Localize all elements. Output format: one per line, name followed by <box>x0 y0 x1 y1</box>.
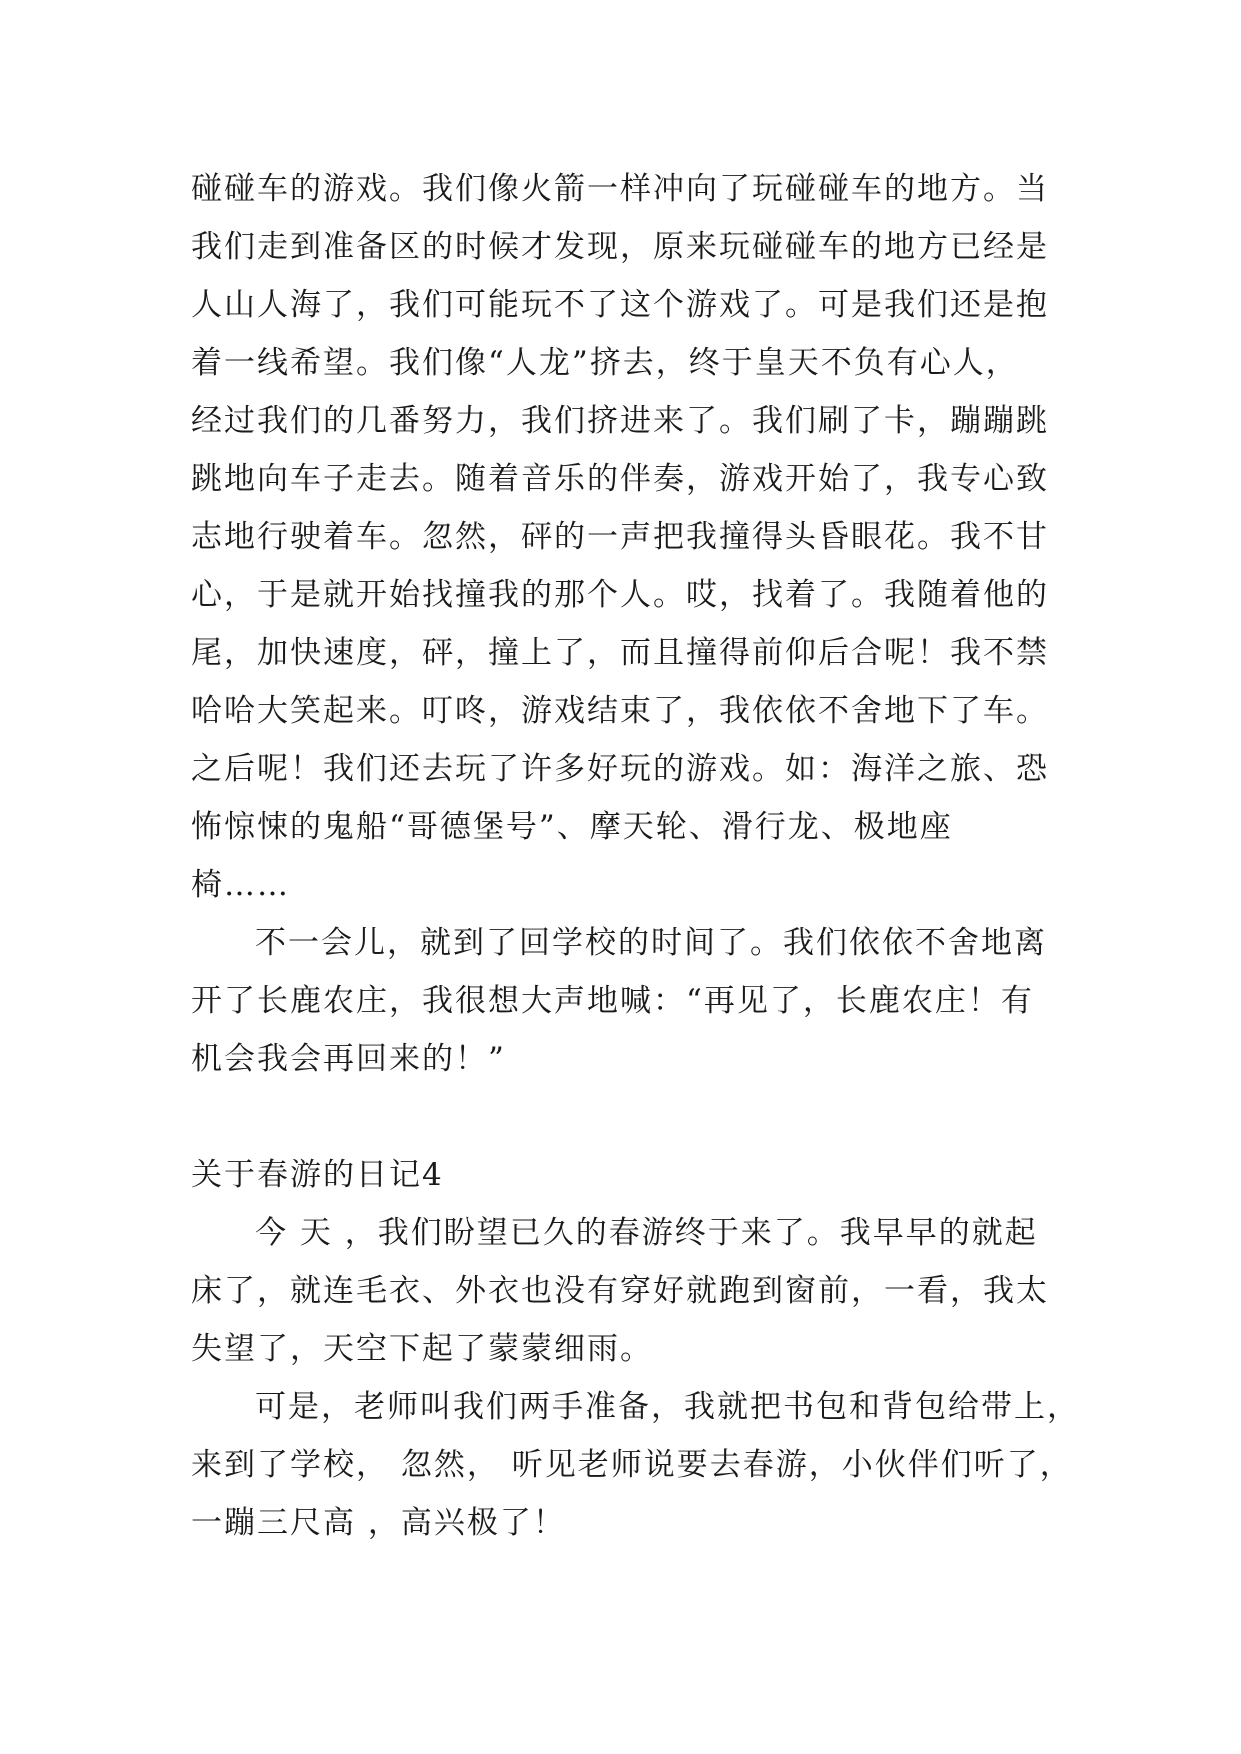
text-line: 来到了学校， 忽然， 听见老师说要去春游，小伙伴们听了， <box>191 1447 1073 1483</box>
text-line: 椅…… <box>191 867 290 903</box>
text-line: 之后呢！我们还去玩了许多好玩的游戏。如：海洋之旅、恐 <box>191 751 1049 787</box>
text-line: 我们走到准备区的时候才发现，原来玩碰碰车的地方已经是 <box>191 229 1049 265</box>
text-line: 怖惊悚的鬼船“哥德堡号”、摩天轮、滑行龙、极地座 <box>191 809 953 845</box>
text-line: 失望了，天空下起了蒙蒙细雨。 <box>191 1331 653 1367</box>
text-line: 志地行驶着车。忽然，砰的一声把我撞得头昏眼花。我不甘 <box>191 519 1049 555</box>
diary-heading-wrapper <box>191 1146 1071 1204</box>
diary-paragraph-1 <box>191 1204 1071 1378</box>
diary-paragraph-2 <box>191 1378 1080 1552</box>
document-body <box>191 160 1080 1552</box>
text-line: 可是，老师叫我们两手准备，我就把书包和背包给带上， <box>255 1389 1080 1425</box>
text-line: 碰碰车的游戏。我们像火箭一样冲向了玩碰碰车的地方。当 <box>191 171 1049 207</box>
text-line: 心，于是就开始找撞我的那个人。哎，找着了。我随着他的 <box>191 577 1049 613</box>
text-line: 经过我们的几番努力，我们挤进来了。我们刷了卡，蹦蹦跳 <box>191 403 1049 439</box>
text-line: 一蹦三尺高 ，高兴极了！ <box>191 1505 566 1541</box>
text-line: 着一线希望。我们像“人龙”挤去，终于皇天不负有心人， <box>191 345 1019 381</box>
text-line: 机会我会再回来的！” <box>191 1041 506 1077</box>
text-line: 床了，就连毛衣、外衣也没有穿好就跑到窗前，一看，我太 <box>191 1273 1049 1309</box>
text-line: 开了长鹿农庄，我很想大声地喊：“再见了，长鹿农庄！有 <box>191 983 1034 1019</box>
text-line: 尾，加快速度，砰，撞上了，而且撞得前仰后合呢！我不禁 <box>191 635 1049 671</box>
paragraph-closing <box>191 914 1071 1088</box>
text-line: 人山人海了，我们可能玩不了这个游戏了。可是我们还是抱 <box>191 287 1049 323</box>
text-line: 哈哈大笑起来。叮咚，游戏结束了，我依依不舍地下了车。 <box>191 693 1049 729</box>
paragraph-continuation <box>191 160 1071 914</box>
text-line: 今 天 ，我们盼望已久的春游终于来了。我早早的就起 <box>255 1215 1038 1251</box>
diary-heading: 关于春游的日记4 <box>191 1157 444 1193</box>
text-line: 跳地向车子走去。随着音乐的伴奏，游戏开始了，我专心致 <box>191 461 1049 497</box>
text-line: 不一会儿，就到了回学校的时间了。我们依依不舍地离 <box>255 925 1047 961</box>
